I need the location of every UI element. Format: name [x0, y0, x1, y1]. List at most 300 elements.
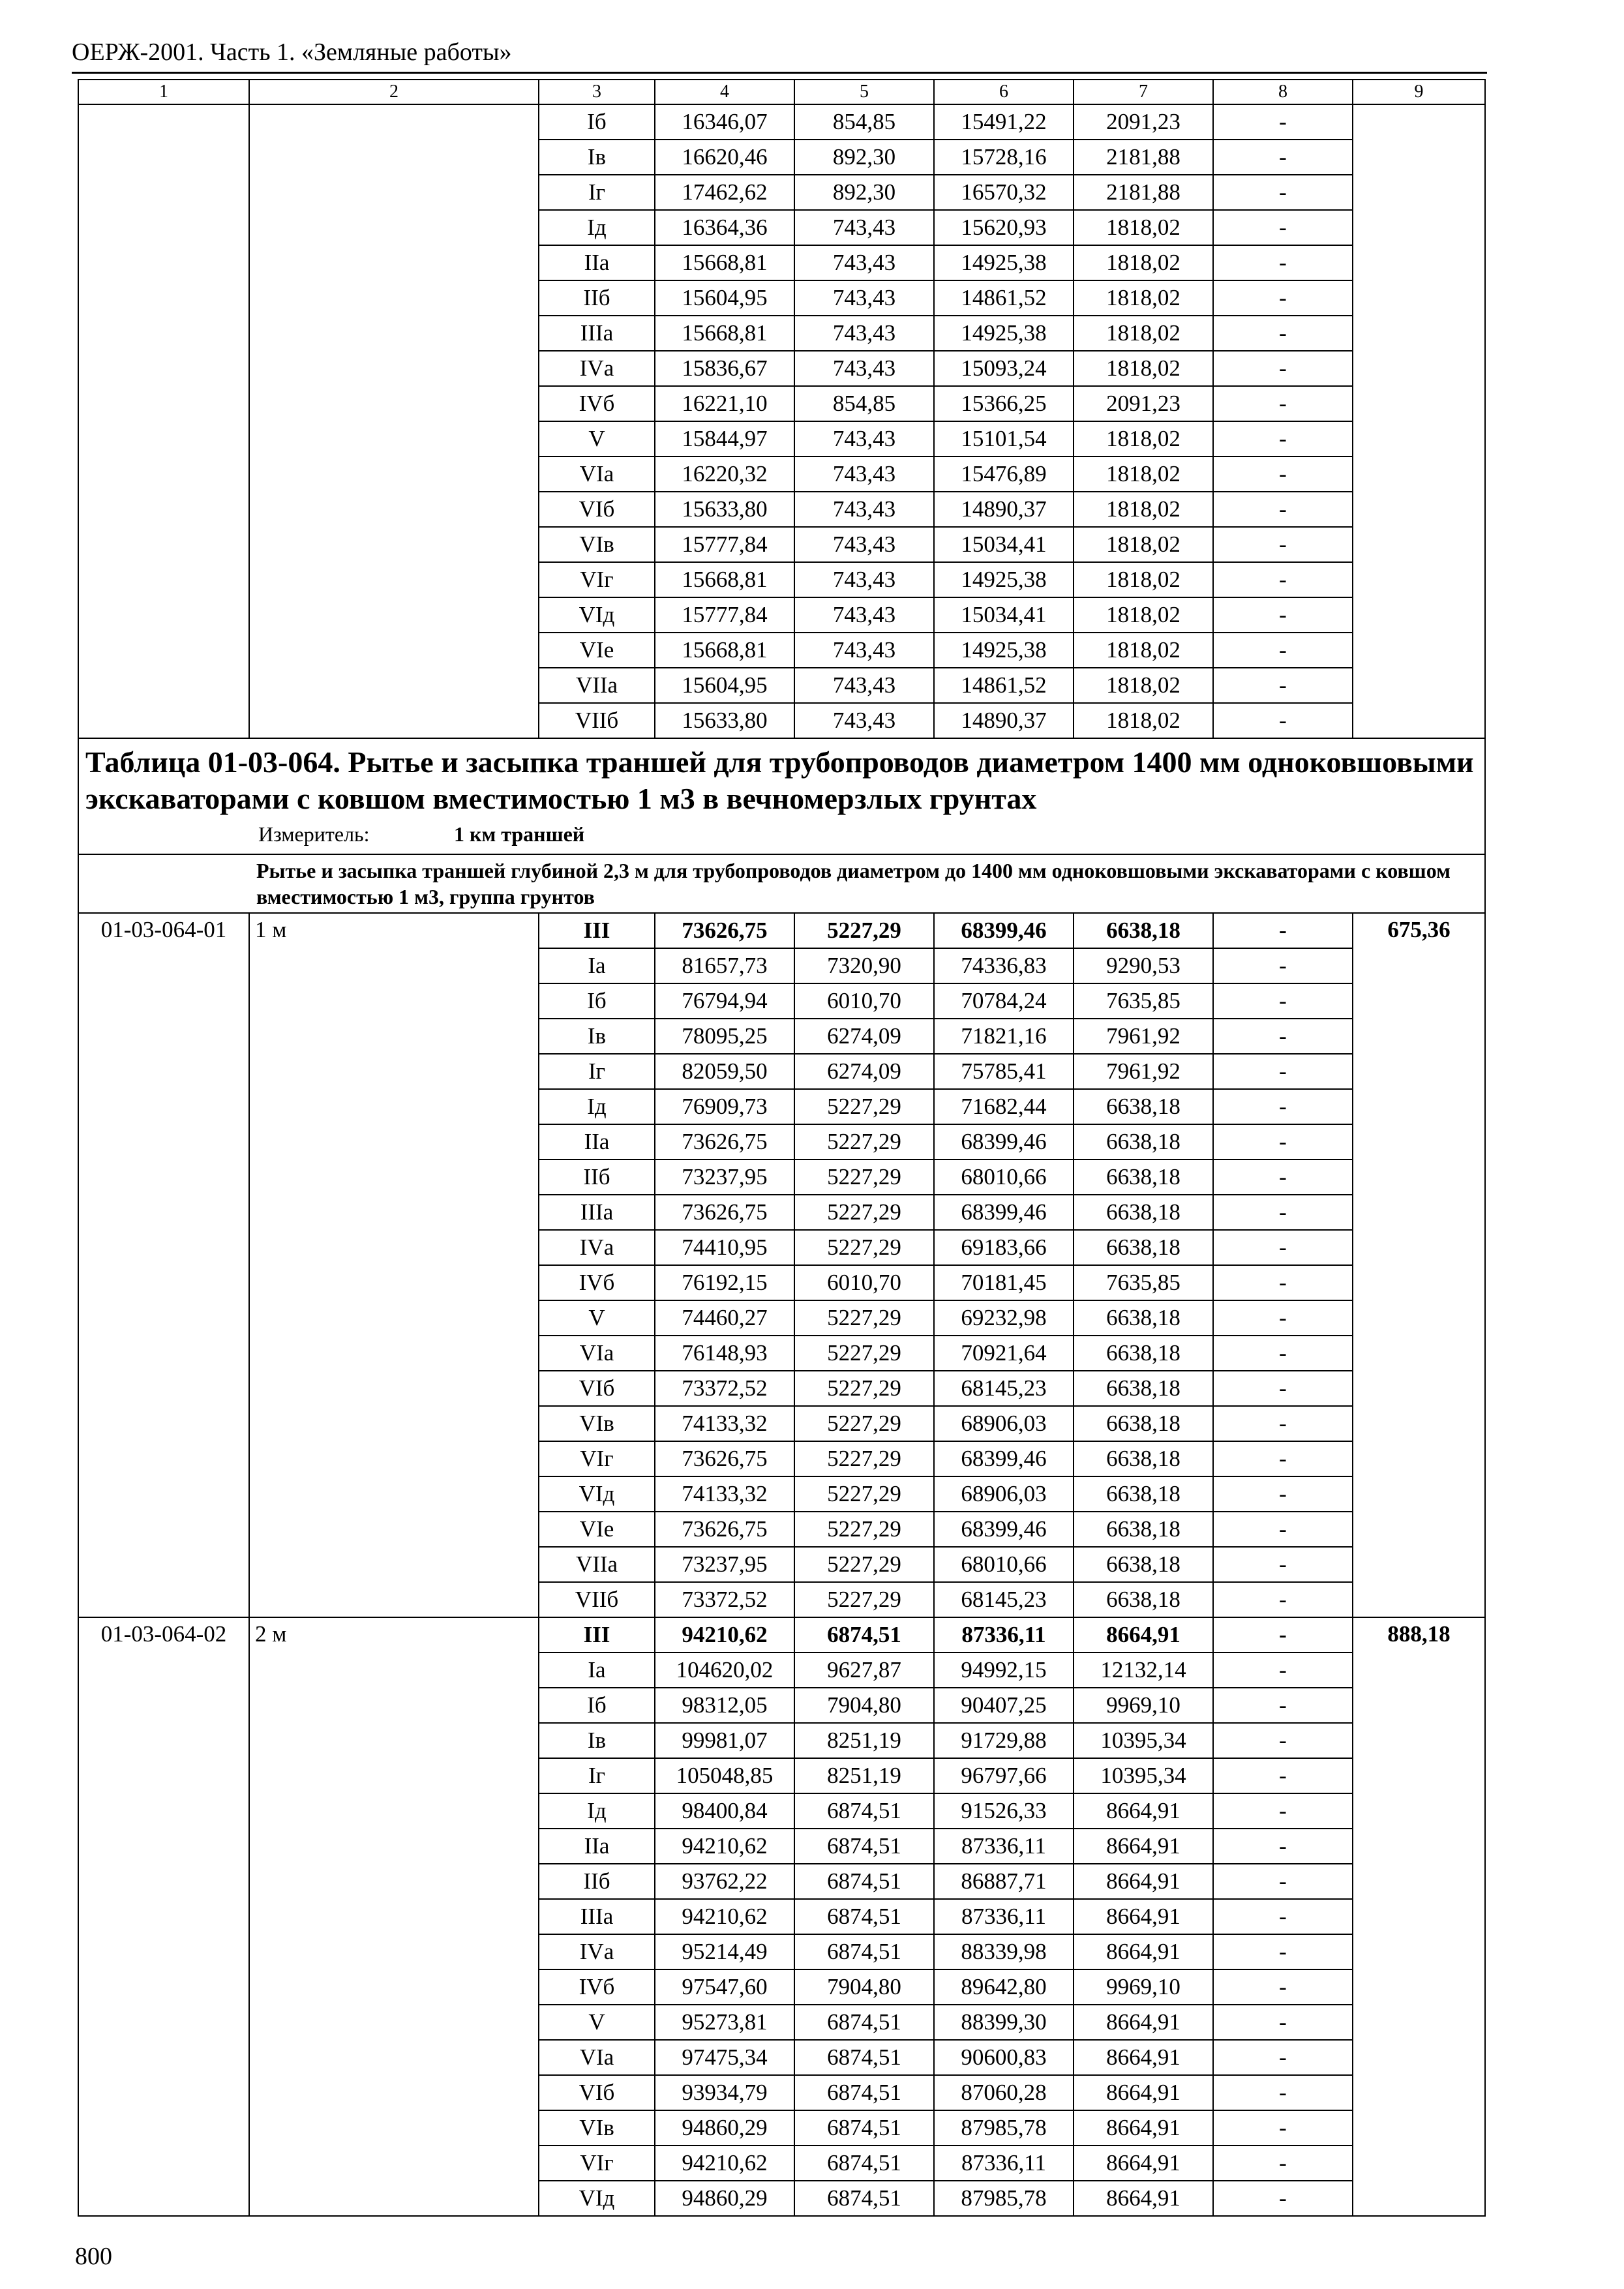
soil-group-cell: IIа — [539, 245, 655, 280]
value-cell: 743,43 — [794, 562, 934, 597]
value-cell: 6274,09 — [794, 1019, 934, 1054]
soil-group-cell: Iв — [539, 1019, 655, 1054]
value-cell: 97547,60 — [655, 1969, 794, 2005]
value-cell: - — [1213, 948, 1353, 983]
soil-group-cell: Iб — [539, 104, 655, 140]
value-cell: - — [1213, 351, 1353, 386]
value-cell: 5227,29 — [794, 1441, 934, 1476]
value-cell: 743,43 — [794, 633, 934, 668]
value-cell: 15844,97 — [655, 421, 794, 456]
value-cell: 1818,02 — [1074, 597, 1213, 633]
norms-table — [78, 79, 1486, 2217]
value-cell: 94210,62 — [655, 1829, 794, 1864]
value-cell: 15476,89 — [934, 456, 1074, 492]
value-cell: 2091,23 — [1074, 386, 1213, 421]
soil-group-cell: Iв — [539, 140, 655, 175]
soil-group-cell: Iа — [539, 948, 655, 983]
soil-group-cell: VIв — [539, 1406, 655, 1441]
value-cell: 14890,37 — [934, 703, 1074, 738]
value-cell: 98312,05 — [655, 1688, 794, 1723]
soil-group-cell: VIд — [539, 2181, 655, 2216]
soil-group-cell: VIг — [539, 1441, 655, 1476]
value-cell: 16221,10 — [655, 386, 794, 421]
value-cell: 15620,93 — [934, 210, 1074, 245]
value-cell: 5227,29 — [794, 1300, 934, 1336]
value-cell: 743,43 — [794, 245, 934, 280]
value-cell: - — [1213, 1969, 1353, 2005]
value-cell: - — [1213, 1336, 1353, 1371]
value-cell: 743,43 — [794, 703, 934, 738]
value-cell: 95214,49 — [655, 1934, 794, 1969]
value-cell: 15101,54 — [934, 421, 1074, 456]
value-cell: 91729,88 — [934, 1723, 1074, 1758]
value-cell: 68010,66 — [934, 1547, 1074, 1582]
value-cell: 94860,29 — [655, 2181, 794, 2216]
measure-label: Измеритель: — [258, 822, 370, 846]
value-cell: 8664,91 — [1074, 1864, 1213, 1899]
code-cell — [78, 104, 249, 738]
soil-group-cell: IIIа — [539, 316, 655, 351]
value-cell: - — [1213, 1265, 1353, 1300]
value-cell: - — [1213, 1582, 1353, 1617]
soil-group-cell: VIб — [539, 2075, 655, 2110]
value-cell: 1818,02 — [1074, 456, 1213, 492]
value-cell: 15633,80 — [655, 703, 794, 738]
value-cell: 854,85 — [794, 386, 934, 421]
value-cell: 6874,51 — [794, 1617, 934, 1653]
value-cell: - — [1213, 1124, 1353, 1159]
value-cell: 743,43 — [794, 421, 934, 456]
value-cell: 6874,51 — [794, 2040, 934, 2075]
value-cell: - — [1213, 1758, 1353, 1793]
value-cell: - — [1213, 1934, 1353, 1969]
value-cell: 8251,19 — [794, 1758, 934, 1793]
soil-group-cell: Iв — [539, 1723, 655, 1758]
soil-group-cell: IVа — [539, 1934, 655, 1969]
soil-group-cell: IIIа — [539, 1899, 655, 1934]
column-number: 1 — [78, 80, 249, 104]
value-cell: 94860,29 — [655, 2110, 794, 2146]
value-cell: - — [1213, 1054, 1353, 1089]
table-subheading: Рытье и засыпка траншей глубиной 2,3 м для трубопроводов диаметром до 1400 мм одноковшовыми экскаваторами с ковшом вместимостью 1 м3, группа грунтов — [78, 854, 1485, 913]
table-heading — [78, 738, 1485, 854]
value-cell: 1818,02 — [1074, 316, 1213, 351]
soil-group-cell: Iд — [539, 1793, 655, 1829]
value-cell: 73237,95 — [655, 1547, 794, 1582]
table-row — [78, 104, 1485, 140]
value-cell: - — [1213, 633, 1353, 668]
value-cell: 6638,18 — [1074, 1371, 1213, 1406]
value-cell: 74133,32 — [655, 1406, 794, 1441]
value-cell: 9290,53 — [1074, 948, 1213, 983]
soil-group-cell: VIб — [539, 492, 655, 527]
value-cell: - — [1213, 1864, 1353, 1899]
value-cell: 6874,51 — [794, 2110, 934, 2146]
value-cell: 5227,29 — [794, 1159, 934, 1195]
value-cell: 6638,18 — [1074, 1089, 1213, 1124]
value-cell: - — [1213, 983, 1353, 1019]
soil-group-cell: III — [539, 1617, 655, 1653]
value-cell: 7320,90 — [794, 948, 934, 983]
value-cell: 8664,91 — [1074, 1899, 1213, 1934]
column-number: 6 — [934, 80, 1074, 104]
value-cell: 743,43 — [794, 351, 934, 386]
value-cell: - — [1213, 1512, 1353, 1547]
value-cell: 68906,03 — [934, 1476, 1074, 1512]
value-cell: 12132,14 — [1074, 1653, 1213, 1688]
value-cell: 10395,34 — [1074, 1758, 1213, 1793]
value-cell: 7904,80 — [794, 1688, 934, 1723]
value-cell: - — [1213, 668, 1353, 703]
column-number-row — [78, 80, 1485, 104]
soil-group-cell: VIд — [539, 1476, 655, 1512]
value-cell: - — [1213, 492, 1353, 527]
value-cell: 6010,70 — [794, 1265, 934, 1300]
value-cell: 68145,23 — [934, 1582, 1074, 1617]
value-cell: 10395,34 — [1074, 1723, 1213, 1758]
value-cell: - — [1213, 1476, 1353, 1512]
value-cell: 6874,51 — [794, 1793, 934, 1829]
value-cell: 76909,73 — [655, 1089, 794, 1124]
value-cell: 15728,16 — [934, 140, 1074, 175]
value-cell: 82059,50 — [655, 1054, 794, 1089]
value-cell: - — [1213, 1723, 1353, 1758]
soil-group-cell: IVб — [539, 386, 655, 421]
value-cell: 93762,22 — [655, 1864, 794, 1899]
value-cell: 2181,88 — [1074, 175, 1213, 210]
value-cell: 73626,75 — [655, 1512, 794, 1547]
value-cell: 1818,02 — [1074, 351, 1213, 386]
value-cell: 892,30 — [794, 175, 934, 210]
value-cell: 5227,29 — [794, 1406, 934, 1441]
soil-group-cell: VIа — [539, 456, 655, 492]
value-cell: 15668,81 — [655, 562, 794, 597]
value-cell: 7961,92 — [1074, 1054, 1213, 1089]
value-cell: 15777,84 — [655, 527, 794, 562]
value-cell: - — [1213, 2005, 1353, 2040]
value-cell: - — [1213, 1089, 1353, 1124]
value-cell: 6638,18 — [1074, 1230, 1213, 1265]
value-cell: 14925,38 — [934, 633, 1074, 668]
soil-group-cell: VIа — [539, 1336, 655, 1371]
value-cell: 90600,83 — [934, 2040, 1074, 2075]
value-cell: 15633,80 — [655, 492, 794, 527]
value-cell: 14890,37 — [934, 492, 1074, 527]
value-cell: 6874,51 — [794, 1899, 934, 1934]
soil-group-cell: VIIа — [539, 668, 655, 703]
value-cell: - — [1213, 245, 1353, 280]
value-cell: - — [1213, 1300, 1353, 1336]
value-cell: 15034,41 — [934, 597, 1074, 633]
value-cell: 5227,29 — [794, 1476, 934, 1512]
value-cell: 71821,16 — [934, 1019, 1074, 1054]
value-cell: - — [1213, 1617, 1353, 1653]
table-subheading-row — [78, 854, 1485, 913]
value-cell: 68399,46 — [934, 1512, 1074, 1547]
value-cell: 73626,75 — [655, 1441, 794, 1476]
value-cell: - — [1213, 2110, 1353, 2146]
value-cell: 5227,29 — [794, 1124, 934, 1159]
value-cell: 14861,52 — [934, 280, 1074, 316]
value-cell: - — [1213, 421, 1353, 456]
value-cell: 73626,75 — [655, 1124, 794, 1159]
soil-group-cell: VIIб — [539, 703, 655, 738]
soil-group-cell: VIIа — [539, 1547, 655, 1582]
value-cell: - — [1213, 1653, 1353, 1688]
value-cell: - — [1213, 210, 1353, 245]
soil-group-cell: IVб — [539, 1969, 655, 2005]
value-cell: 6638,18 — [1074, 1124, 1213, 1159]
value-cell: 6874,51 — [794, 1864, 934, 1899]
value-cell: 1818,02 — [1074, 421, 1213, 456]
value-cell: - — [1213, 1547, 1353, 1582]
value-cell: - — [1213, 1406, 1353, 1441]
value-cell: 5227,29 — [794, 1336, 934, 1371]
value-cell: - — [1213, 2040, 1353, 2075]
value-cell: 17462,62 — [655, 175, 794, 210]
value-cell: 1818,02 — [1074, 703, 1213, 738]
value-cell: 743,43 — [794, 597, 934, 633]
labor-cell — [1353, 104, 1485, 738]
value-cell: - — [1213, 140, 1353, 175]
soil-group-cell: VIв — [539, 2110, 655, 2146]
value-cell: - — [1213, 1019, 1353, 1054]
measure-line — [85, 820, 1478, 848]
soil-group-cell: VIе — [539, 633, 655, 668]
value-cell: - — [1213, 2075, 1353, 2110]
value-cell: - — [1213, 1829, 1353, 1864]
value-cell: 104620,02 — [655, 1653, 794, 1688]
soil-group-cell: VIб — [539, 1371, 655, 1406]
soil-group-cell: VIг — [539, 562, 655, 597]
value-cell: 93934,79 — [655, 2075, 794, 2110]
table-title: Таблица 01-03-064. Рытье и засыпка траншей для трубопроводов диаметром 1400 мм одноковшовыми экскаваторами с ковшом вместимостью 1 м3 в вечномерзлых грунтах — [85, 745, 1474, 815]
value-cell: 87985,78 — [934, 2181, 1074, 2216]
value-cell: 94992,15 — [934, 1653, 1074, 1688]
value-cell: - — [1213, 1195, 1353, 1230]
value-cell: 7904,80 — [794, 1969, 934, 2005]
value-cell: 8664,91 — [1074, 2005, 1213, 2040]
value-cell: - — [1213, 175, 1353, 210]
value-cell: 87336,11 — [934, 1617, 1074, 1653]
value-cell: - — [1213, 913, 1353, 948]
norm-code: 01-03-064-02 — [78, 1617, 249, 2216]
value-cell: 73372,52 — [655, 1371, 794, 1406]
value-cell: 743,43 — [794, 668, 934, 703]
soil-group-cell: VIг — [539, 2146, 655, 2181]
value-cell: - — [1213, 562, 1353, 597]
header-divider — [72, 72, 1487, 74]
value-cell: 5227,29 — [794, 1371, 934, 1406]
value-cell: - — [1213, 1371, 1353, 1406]
soil-group-cell: IVа — [539, 1230, 655, 1265]
value-cell: 6638,18 — [1074, 1336, 1213, 1371]
value-cell: 15604,95 — [655, 280, 794, 316]
value-cell: 73237,95 — [655, 1159, 794, 1195]
table-row — [78, 913, 1485, 948]
norm-name: 1 м — [249, 913, 539, 1617]
value-cell: - — [1213, 1793, 1353, 1829]
value-cell: 1818,02 — [1074, 210, 1213, 245]
column-number: 8 — [1213, 80, 1353, 104]
value-cell: - — [1213, 1159, 1353, 1195]
value-cell: 16364,36 — [655, 210, 794, 245]
labor-cost: 888,18 — [1353, 1617, 1485, 2216]
value-cell: 6874,51 — [794, 2181, 934, 2216]
value-cell: 8251,19 — [794, 1723, 934, 1758]
value-cell: 87336,11 — [934, 1829, 1074, 1864]
value-cell: - — [1213, 1899, 1353, 1934]
value-cell: 73626,75 — [655, 1195, 794, 1230]
value-cell: 15668,81 — [655, 245, 794, 280]
value-cell: 68399,46 — [934, 1195, 1074, 1230]
value-cell: 94210,62 — [655, 1899, 794, 1934]
soil-group-cell: Iа — [539, 1653, 655, 1688]
soil-group-cell: VIе — [539, 1512, 655, 1547]
value-cell: 14925,38 — [934, 245, 1074, 280]
value-cell: 15034,41 — [934, 527, 1074, 562]
value-cell: 5227,29 — [794, 1582, 934, 1617]
value-cell: 74460,27 — [655, 1300, 794, 1336]
value-cell: 70181,45 — [934, 1265, 1074, 1300]
value-cell: - — [1213, 104, 1353, 140]
value-cell: - — [1213, 2146, 1353, 2181]
value-cell: 71682,44 — [934, 1089, 1074, 1124]
value-cell: 95273,81 — [655, 2005, 794, 2040]
value-cell: 6638,18 — [1074, 913, 1213, 948]
value-cell: 105048,85 — [655, 1758, 794, 1793]
value-cell: 16346,07 — [655, 104, 794, 140]
value-cell: 6874,51 — [794, 2005, 934, 2040]
value-cell: 76794,94 — [655, 983, 794, 1019]
value-cell: 1818,02 — [1074, 280, 1213, 316]
value-cell: 88339,98 — [934, 1934, 1074, 1969]
value-cell: 6638,18 — [1074, 1547, 1213, 1582]
value-cell: 6638,18 — [1074, 1159, 1213, 1195]
value-cell: 74336,83 — [934, 948, 1074, 983]
value-cell: 99981,07 — [655, 1723, 794, 1758]
value-cell: 9627,87 — [794, 1653, 934, 1688]
soil-group-cell: IIб — [539, 1159, 655, 1195]
value-cell: 6638,18 — [1074, 1406, 1213, 1441]
value-cell: 5227,29 — [794, 1512, 934, 1547]
soil-group-cell: VIа — [539, 2040, 655, 2075]
value-cell: 1818,02 — [1074, 492, 1213, 527]
value-cell: 854,85 — [794, 104, 934, 140]
value-cell: 69232,98 — [934, 1300, 1074, 1336]
soil-group-cell: Iг — [539, 175, 655, 210]
table-row — [78, 1617, 1485, 1653]
soil-group-cell: V — [539, 421, 655, 456]
value-cell: 73626,75 — [655, 913, 794, 948]
value-cell: - — [1213, 1441, 1353, 1476]
value-cell: 14861,52 — [934, 668, 1074, 703]
value-cell: 97475,34 — [655, 2040, 794, 2075]
value-cell: 14925,38 — [934, 316, 1074, 351]
value-cell: 91526,33 — [934, 1793, 1074, 1829]
value-cell: 9969,10 — [1074, 1688, 1213, 1723]
value-cell: 6010,70 — [794, 983, 934, 1019]
value-cell: 81657,73 — [655, 948, 794, 983]
value-cell: 1818,02 — [1074, 668, 1213, 703]
value-cell: 68399,46 — [934, 1124, 1074, 1159]
value-cell: 6638,18 — [1074, 1300, 1213, 1336]
column-number: 3 — [539, 80, 655, 104]
soil-group-cell: IIа — [539, 1124, 655, 1159]
value-cell: 16620,46 — [655, 140, 794, 175]
value-cell: 89642,80 — [934, 1969, 1074, 2005]
value-cell: 743,43 — [794, 527, 934, 562]
labor-cost: 675,36 — [1353, 913, 1485, 1617]
value-cell: 15777,84 — [655, 597, 794, 633]
value-cell: 6638,18 — [1074, 1476, 1213, 1512]
value-cell: 7961,92 — [1074, 1019, 1213, 1054]
value-cell: 8664,91 — [1074, 2110, 1213, 2146]
table-heading-row — [78, 738, 1485, 854]
value-cell: 69183,66 — [934, 1230, 1074, 1265]
value-cell: 8664,91 — [1074, 2075, 1213, 2110]
soil-group-cell: VIв — [539, 527, 655, 562]
soil-group-cell: Iг — [539, 1054, 655, 1089]
value-cell: 8664,91 — [1074, 1793, 1213, 1829]
value-cell: 9969,10 — [1074, 1969, 1213, 2005]
value-cell: 5227,29 — [794, 1547, 934, 1582]
column-number: 5 — [794, 80, 934, 104]
value-cell: 1818,02 — [1074, 245, 1213, 280]
value-cell: 86887,71 — [934, 1864, 1074, 1899]
value-cell: 6874,51 — [794, 2075, 934, 2110]
value-cell: 1818,02 — [1074, 527, 1213, 562]
value-cell: 76192,15 — [655, 1265, 794, 1300]
value-cell: 15366,25 — [934, 386, 1074, 421]
value-cell: 6638,18 — [1074, 1441, 1213, 1476]
value-cell: 8664,91 — [1074, 1934, 1213, 1969]
column-number: 2 — [249, 80, 539, 104]
soil-group-cell: IVа — [539, 351, 655, 386]
column-number: 4 — [655, 80, 794, 104]
value-cell: 5227,29 — [794, 1230, 934, 1265]
value-cell: 6638,18 — [1074, 1195, 1213, 1230]
value-cell: 70921,64 — [934, 1336, 1074, 1371]
measure-value: 1 км траншей — [454, 822, 585, 846]
value-cell: 16570,32 — [934, 175, 1074, 210]
value-cell: - — [1213, 597, 1353, 633]
value-cell: 68906,03 — [934, 1406, 1074, 1441]
value-cell: 2181,88 — [1074, 140, 1213, 175]
value-cell: 743,43 — [794, 280, 934, 316]
value-cell: 8664,91 — [1074, 2181, 1213, 2216]
value-cell: 743,43 — [794, 210, 934, 245]
value-cell: 94210,62 — [655, 2146, 794, 2181]
soil-group-cell: VIд — [539, 597, 655, 633]
value-cell: 68399,46 — [934, 913, 1074, 948]
column-number: 7 — [1074, 80, 1213, 104]
soil-group-cell: Iд — [539, 210, 655, 245]
column-number: 9 — [1353, 80, 1485, 104]
value-cell: 16220,32 — [655, 456, 794, 492]
value-cell: - — [1213, 316, 1353, 351]
value-cell: 6638,18 — [1074, 1512, 1213, 1547]
value-cell: 8664,91 — [1074, 2040, 1213, 2075]
soil-group-cell: V — [539, 1300, 655, 1336]
soil-group-cell: IIб — [539, 1864, 655, 1899]
soil-group-cell: IIIа — [539, 1195, 655, 1230]
value-cell: - — [1213, 1230, 1353, 1265]
value-cell: 1818,02 — [1074, 633, 1213, 668]
value-cell: 5227,29 — [794, 913, 934, 948]
soil-group-cell: VIIб — [539, 1582, 655, 1617]
value-cell: - — [1213, 386, 1353, 421]
